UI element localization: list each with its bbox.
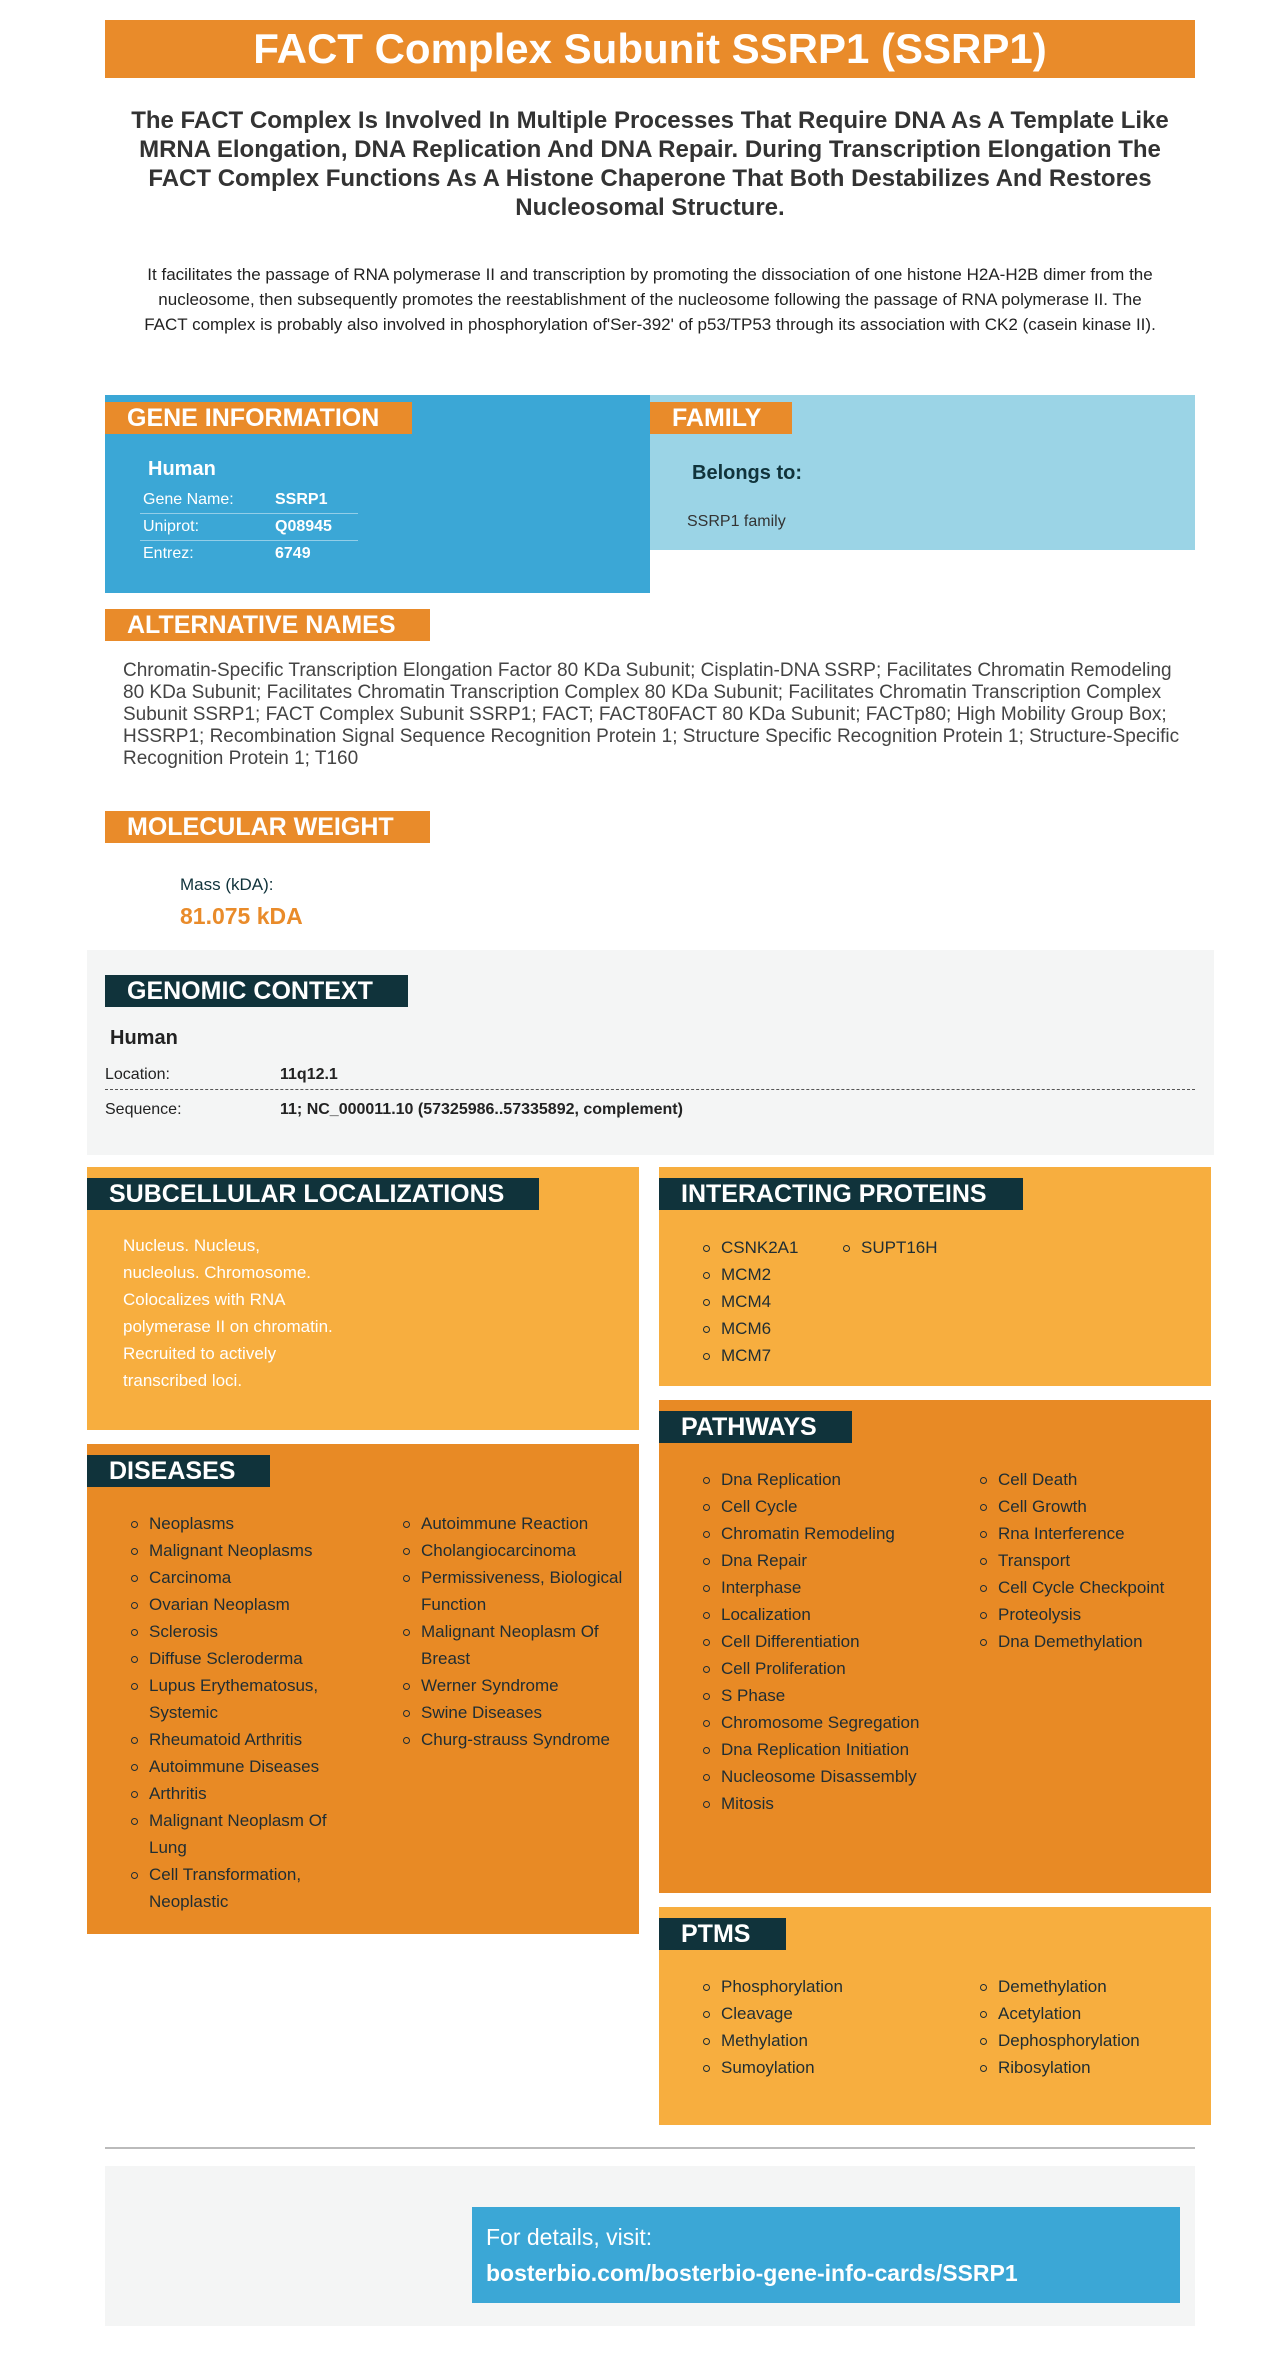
ptm-item: Dephosphorylation (980, 2027, 1205, 2054)
alternative-names-heading: ALTERNATIVE NAMES (105, 609, 430, 641)
details-prompt: For details, visit: (486, 2224, 653, 2250)
pathway-item: Cell Growth (980, 1493, 1205, 1520)
pathway-item: Proteolysis (980, 1601, 1205, 1628)
mass-value: 81.075 kDA (180, 903, 303, 929)
interacting-proteins-list-1 (703, 1234, 833, 1369)
disease-item: Swine Diseases (403, 1699, 633, 1726)
page-title: FACT Complex Subunit SSRP1 (SSRP1) (105, 20, 1195, 78)
ptms-heading: PTMS (659, 1918, 786, 1950)
diseases-list-2 (403, 1510, 633, 1753)
pathway-item: Dna Replication (703, 1466, 943, 1493)
subcellular-heading: SUBCELLULAR LOCALIZATIONS (87, 1178, 539, 1210)
family-heading: FAMILY (650, 402, 792, 434)
lead-summary: The FACT Complex Is Involved In Multiple Processes That Require DNA As A Template Like MRNA Elongation, DNA Replication And DNA Repair. During Transcription Elongation The FACT Complex Functions As A Histone Chaperone That Both Destabilizes And Restores Nucleosomal Structure. (131, 107, 1169, 221)
sequence-value: 11; NC_000011.10 (57325986..57335892, complement) (280, 1101, 683, 1118)
entrez-value: 6749 (275, 545, 311, 562)
pathways-list-2 (980, 1466, 1205, 1655)
interacting-proteins-heading: INTERACTING PROTEINS (659, 1178, 1023, 1210)
pathway-item: Transport (980, 1547, 1205, 1574)
pathway-item: Nucleosome Disassembly (703, 1763, 943, 1790)
pathway-item: Rna Interference (980, 1520, 1205, 1547)
ptm-item: Demethylation (980, 1973, 1205, 2000)
ptm-item: Sumoylation (703, 2054, 943, 2081)
sequence-label: Sequence: (105, 1101, 182, 1118)
gene-name-label: Gene Name: (143, 491, 234, 508)
uniprot-value: Q08945 (275, 518, 332, 535)
entrez-label: Entrez: (143, 545, 194, 562)
disease-item: Ovarian Neoplasm (131, 1591, 361, 1618)
disease-item: Sclerosis (131, 1618, 361, 1645)
interacting-protein-item: MCM2 (703, 1261, 833, 1288)
ptms-list-1 (703, 1973, 943, 2081)
disease-item: Autoimmune Diseases (131, 1753, 361, 1780)
footer-divider (105, 2147, 1195, 2149)
genomic-species: Human (110, 1027, 178, 1049)
details-url[interactable]: bosterbio.com/bosterbio-gene-info-cards/SSRP1 (486, 2260, 1018, 2286)
interacting-proteins-list-2 (843, 1234, 973, 1261)
function-description: It facilitates the passage of RNA polymerase II and transcription by promoting the dissociation of one histone H2A-H2B dimer from the nucleosome, then subsequently promotes the reestablishment of the nucleosome following the passage of RNA polymerase II. The FACT complex is probably also involved in phosphorylation of'Ser-392' of p53/TP53 through its association with CK2 (casein kinase II). (144, 265, 1156, 334)
disease-item: Malignant Neoplasms (131, 1537, 361, 1564)
details-link[interactable] (472, 2207, 1180, 2303)
pathways-list-1 (703, 1466, 943, 1817)
pathway-item: Cell Proliferation (703, 1655, 943, 1682)
sequence-row (105, 1095, 1195, 1125)
ptm-item: Ribosylation (980, 2054, 1205, 2081)
pathway-item: Localization (703, 1601, 943, 1628)
interacting-protein-item: MCM6 (703, 1315, 833, 1342)
pathway-item: Dna Demethylation (980, 1628, 1205, 1655)
ptm-item: Cleavage (703, 2000, 943, 2027)
uniprot-label: Uniprot: (143, 518, 200, 535)
uniprot-row (140, 514, 358, 541)
gene-information-heading: GENE INFORMATION (105, 402, 412, 434)
pathway-item: Dna Repair (703, 1547, 943, 1574)
ptm-item: Acetylation (980, 2000, 1205, 2027)
interacting-protein-item: CSNK2A1 (703, 1234, 833, 1261)
location-value: 11q12.1 (280, 1066, 338, 1083)
pathway-item: Chromatin Remodeling (703, 1520, 943, 1547)
diseases-list-1 (131, 1510, 361, 1915)
disease-item: Arthritis (131, 1780, 361, 1807)
genomic-context-heading: GENOMIC CONTEXT (105, 975, 408, 1007)
family-value: SSRP1 family (687, 513, 786, 530)
mass-label: Mass (kDA): (180, 875, 274, 894)
molecular-weight-heading: MOLECULAR WEIGHT (105, 811, 430, 843)
pathway-item: Interphase (703, 1574, 943, 1601)
disease-item: Malignant Neoplasm Of Lung (131, 1807, 361, 1861)
gene-species: Human (148, 458, 216, 480)
interacting-protein-item: MCM7 (703, 1342, 833, 1369)
pathway-item: Cell Differentiation (703, 1628, 943, 1655)
pathway-item: Cell Death (980, 1466, 1205, 1493)
disease-item: Churg-strauss Syndrome (403, 1726, 633, 1753)
location-label: Location: (105, 1066, 170, 1083)
disease-item: Lupus Erythematosus, Systemic (131, 1672, 361, 1726)
disease-item: Diffuse Scleroderma (131, 1645, 361, 1672)
gene-name-row (140, 487, 358, 514)
disease-item: Cell Transformation, Neoplastic (131, 1861, 361, 1915)
family-belongs-label: Belongs to: (692, 462, 802, 484)
disease-item: Rheumatoid Arthritis (131, 1726, 361, 1753)
location-row (105, 1060, 1195, 1090)
ptms-list-2 (980, 1973, 1205, 2081)
disease-item: Carcinoma (131, 1564, 361, 1591)
alternative-names-text: Chromatin-Specific Transcription Elongation Factor 80 KDa Subunit; Cisplatin-DNA SSRP; Facilitates Chromatin Remodeling 80 KDa Subunit; Facilitates Chromatin Transcription Complex 80 KDa Subunit; Facilitates Chromatin Transcription Complex Subunit SSRP1; FACT Complex Subunit SSRP1; FACT; FACT80FACT 80 KDa Subunit; FACTp80; High Mobility Group Box; HSSRP1; Recombination Signal Sequence Recognition Protein 1; Structure Specific Recognition Protein 1; Structure-Specific Recognition Protein 1; T160 (123, 660, 1180, 769)
pathway-item: Cell Cycle (703, 1493, 943, 1520)
disease-item: Malignant Neoplasm Of Breast (403, 1618, 633, 1672)
pathways-heading: PATHWAYS (659, 1411, 852, 1443)
pathway-item: Chromosome Segregation (703, 1709, 943, 1736)
ptm-item: Phosphorylation (703, 1973, 943, 2000)
disease-item: Autoimmune Reaction (403, 1510, 633, 1537)
interacting-protein-item: SUPT16H (843, 1234, 973, 1261)
diseases-heading: DISEASES (87, 1455, 270, 1487)
pathway-item: Cell Cycle Checkpoint (980, 1574, 1205, 1601)
subcellular-text: Nucleus. Nucleus, nucleolus. Chromosome. Colocalizes with RNA polymerase II on chromatin. Recruited to actively transcribed loci. (123, 1236, 333, 1390)
entrez-row (140, 541, 358, 568)
interacting-protein-item: MCM4 (703, 1288, 833, 1315)
pathway-item: S Phase (703, 1682, 943, 1709)
ptm-item: Methylation (703, 2027, 943, 2054)
disease-item: Cholangiocarcinoma (403, 1537, 633, 1564)
gene-name-value: SSRP1 (275, 491, 328, 508)
disease-item: Permissiveness, Biological Function (403, 1564, 633, 1618)
disease-item: Werner Syndrome (403, 1672, 633, 1699)
pathway-item: Mitosis (703, 1790, 943, 1817)
pathway-item: Dna Replication Initiation (703, 1736, 943, 1763)
disease-item: Neoplasms (131, 1510, 361, 1537)
